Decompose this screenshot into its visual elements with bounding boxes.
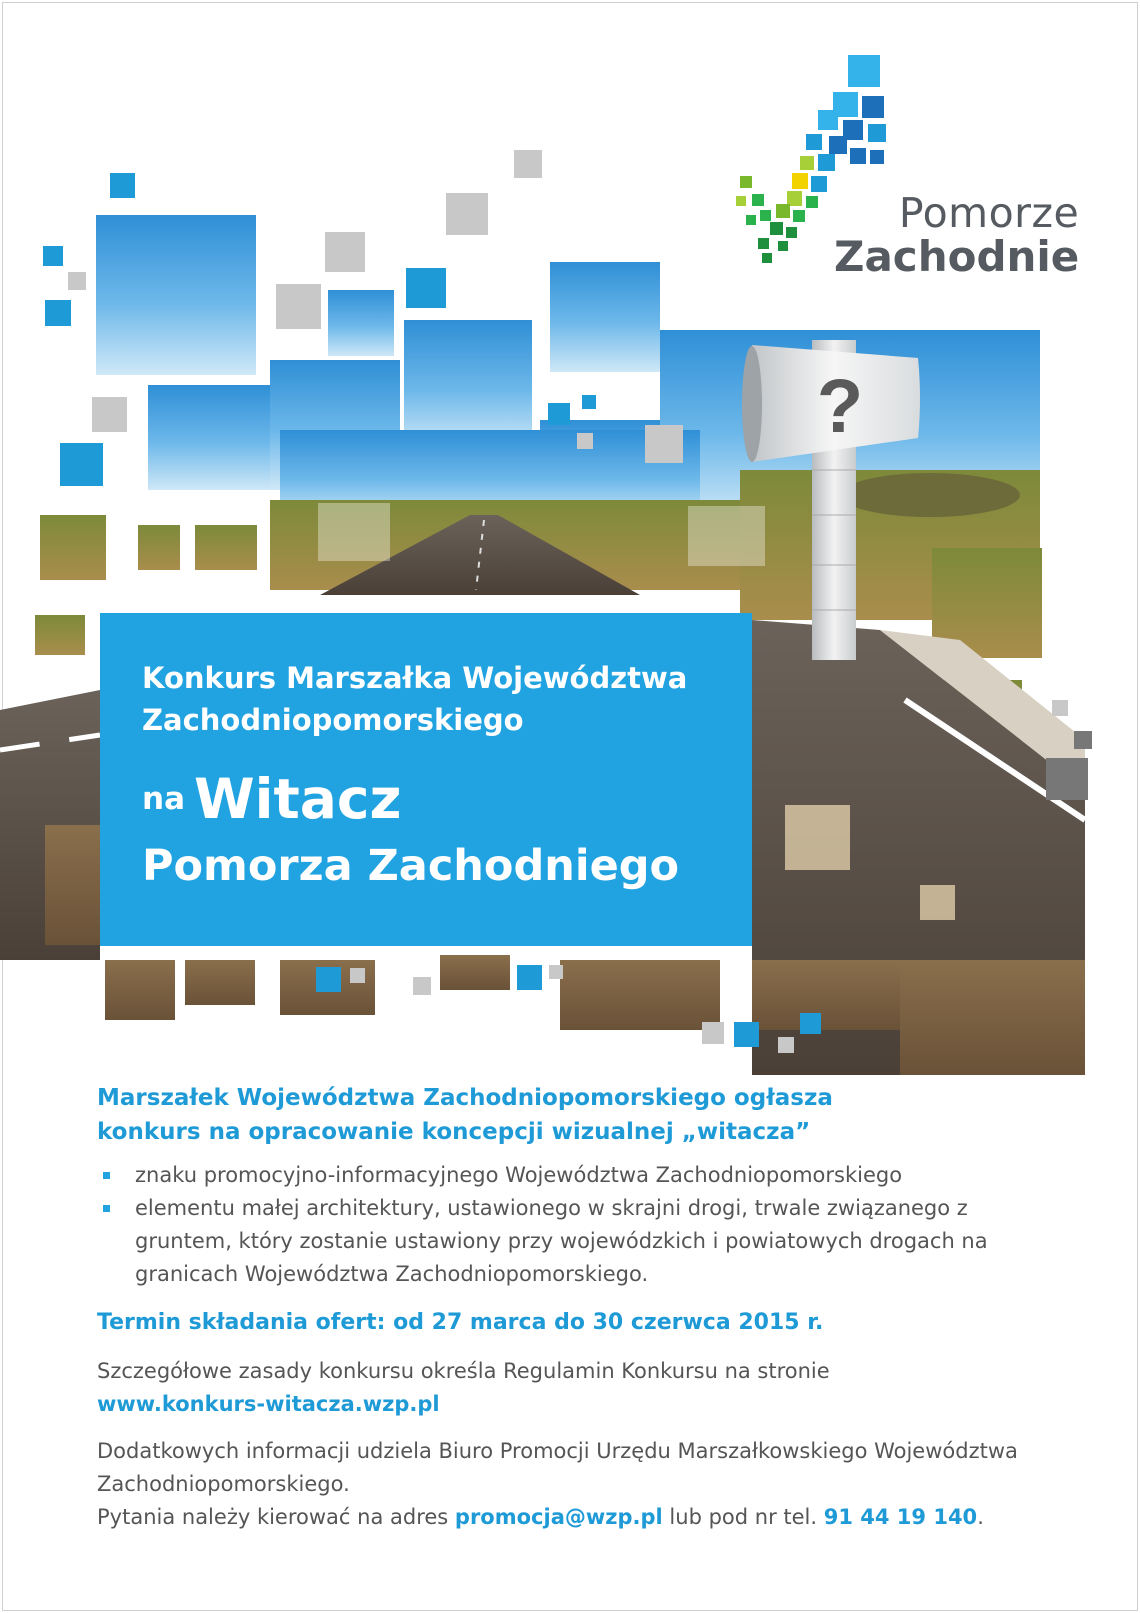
bullet-square-icon (103, 1205, 110, 1212)
title-line-2: Zachodniopomorskiego (142, 703, 524, 737)
bullet-list (97, 1159, 1057, 1291)
info-text: Dodatkowych informacji udziela Biuro Promocji Urzędu Marszałkowskiego Województwa Zachodniopomorskiego. (97, 1439, 1018, 1496)
email-link[interactable]: promocja@wzp.pl (454, 1505, 663, 1529)
list-item-text: znaku promocyjno-informacyjnego Województwa Zachodniopomorskiego (135, 1163, 903, 1187)
title-box (100, 613, 752, 946)
deadline: Termin składania ofert: od 27 marca do 30 czerwca 2015 r. (97, 1310, 824, 1335)
phone-number[interactable]: 91 44 19 140 (823, 1505, 978, 1529)
bullet-square-icon (103, 1172, 110, 1179)
website-link[interactable]: www.konkurs-witacza.wzp.pl (97, 1392, 440, 1416)
lead-line-1: Marszałek Województwa Zachodniopomorskiego ogłasza (97, 1085, 833, 1111)
info-end: . (977, 1505, 984, 1529)
question-mark: ? (816, 364, 864, 449)
logo-line-pomorze: Pomorze (898, 189, 1080, 237)
title-witacz: Witacz (194, 767, 402, 831)
info-prefix: Pytania należy kierować na adres (97, 1505, 449, 1529)
lead-paragraph (97, 1081, 1057, 1149)
logo-wordmark (834, 189, 1080, 281)
list-item-text: elementu małej architektury, ustawionego w skrajni drogi, trwale związanego z gruntem, który zostanie ustawiony przy wojewódzkich i powiatowych drogach na granicach Województwa Zachodniopomorskiego. (135, 1196, 988, 1286)
logo-line-zachodnie: Zachodnie (834, 232, 1080, 281)
info-mid: lub pod nr tel. (669, 1505, 818, 1529)
announcement-body (97, 1081, 1057, 1534)
rules-text: Szczegółowe zasady konkursu określa Regulamin Konkursu na stronie (97, 1359, 830, 1383)
lead-line-2: konkurs na opracowanie koncepcji wizualnej „witacza” (97, 1119, 811, 1145)
contact-paragraph (97, 1435, 1057, 1534)
list-item (97, 1192, 995, 1291)
title-line-1: Konkurs Marszałka Województwa (142, 661, 688, 695)
title-organizer (142, 657, 687, 741)
title-line-3: Pomorza Zachodniego (142, 841, 680, 891)
list-item (97, 1159, 1057, 1192)
rules-paragraph (97, 1355, 1057, 1421)
title-na: na (142, 781, 185, 817)
